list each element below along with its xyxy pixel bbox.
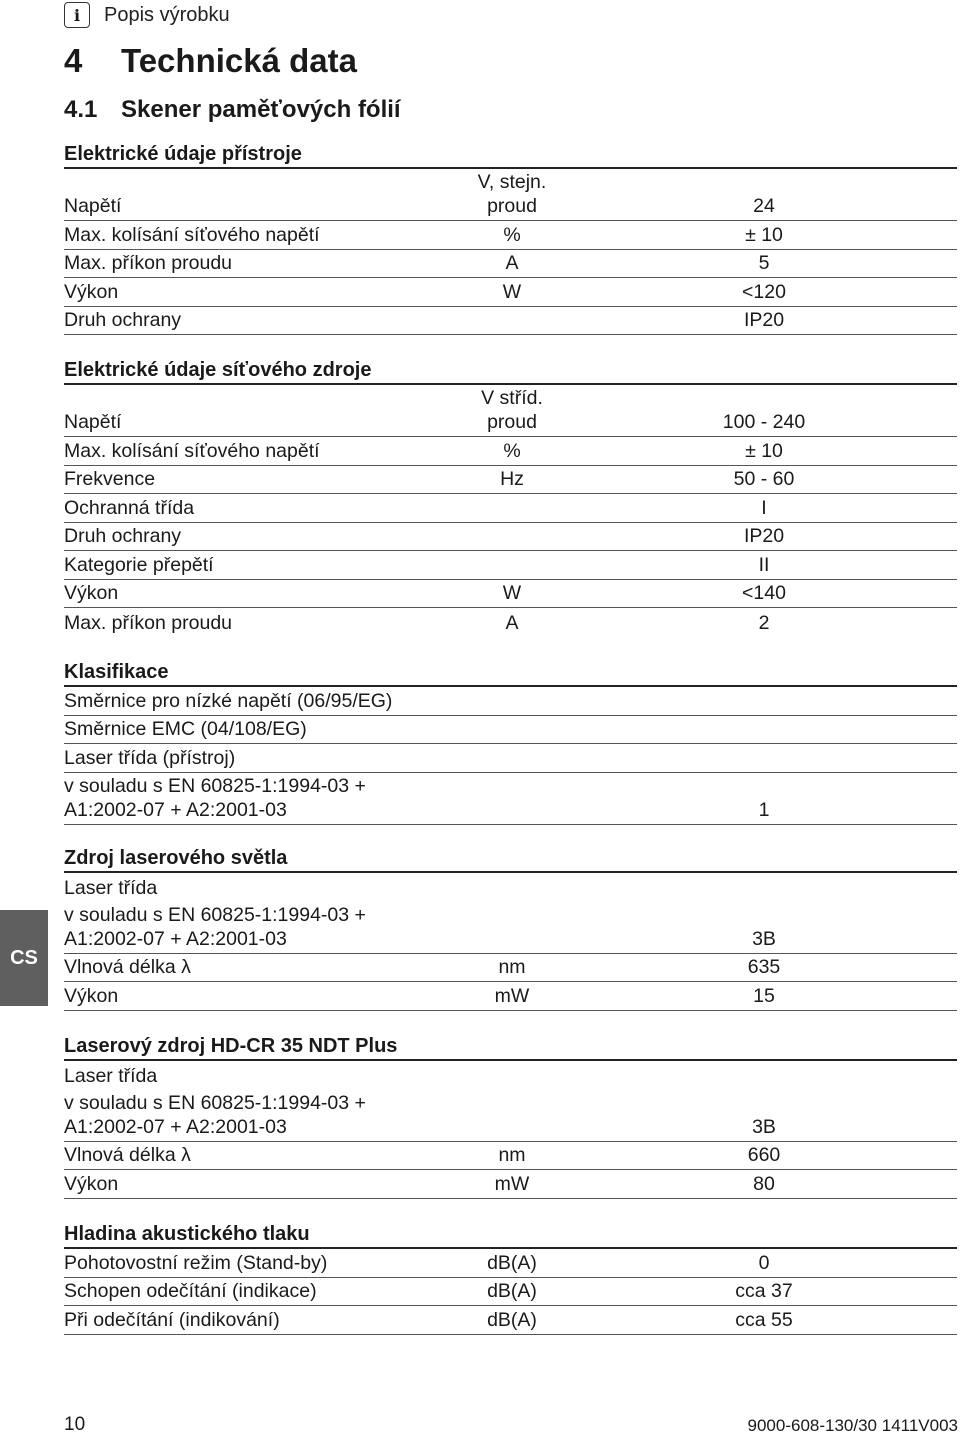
spec-table-laser-source [64,845,957,1011]
row-unit: mW [494,1172,530,1195]
table-title: Zdroj laserového světla [64,845,957,873]
row-unit: W [502,280,522,303]
row-unit: dB(A) [487,1251,537,1274]
spec-table-device-electrical [64,141,957,335]
table-row [64,580,957,609]
row-value: 635 [747,956,781,978]
row-unit: nm [498,956,526,978]
document-number: 9000-608-130/30 1411V003 [747,1416,958,1435]
row-value: 24 [753,195,775,217]
table-row [64,1061,957,1090]
page-header [64,0,230,30]
table-row [64,773,957,825]
row-label: Max. kolísání síťového napětí [64,439,320,462]
row-unit: V stříd. proud [481,387,543,433]
row-label: Pohotovostní režim (Stand-by) [64,1251,328,1274]
table-row [64,221,957,250]
row-value: IP20 [743,525,785,547]
table-row [64,437,957,466]
row-value: 15 [753,984,775,1007]
row-value: I [761,496,767,519]
table-row [64,1249,957,1278]
row-label: Druh ochrany [64,525,182,547]
chapter-heading [64,42,357,80]
table-row [64,902,957,954]
table-row [64,1170,957,1199]
row-unit: % [503,223,521,246]
table-row [64,466,957,495]
row-unit: A [505,252,519,274]
section-title: Skener paměťových fólií [121,96,401,123]
table-title: Laserový zdroj HD-CR 35 NDT Plus [64,1033,957,1061]
row-label: Výkon [64,984,119,1007]
row-unit: % [503,439,521,462]
table-row [64,278,957,307]
row-label: Laser třída [64,876,158,899]
row-unit: W [502,582,522,604]
row-unit: Hz [500,468,524,490]
row-label: Schopen odečítání (indikace) [64,1280,317,1302]
table-title: Elektrické údaje přístroje [64,141,957,169]
row-value: IP20 [743,309,785,331]
chapter-number: 4 [64,42,83,79]
row-unit: mW [494,984,530,1007]
info-icon: i [64,2,90,28]
table-row [64,250,957,279]
table-row [64,1142,957,1171]
row-label: Max. příkon proudu [64,611,233,634]
row-label: Výkon [64,1172,119,1195]
row-value: <140 [742,582,786,604]
table-row [64,307,957,336]
row-label: v souladu s EN 60825-1:1994-03 + A1:2002-07 + A2:2001-03 [64,903,366,950]
row-value: cca 55 [735,1308,793,1331]
table-title: Klasifikace [64,659,957,687]
table-row [64,385,957,437]
section-number: 4.1 [64,96,98,123]
spec-table-laser-hdcr [64,1033,957,1199]
row-unit: nm [498,1144,526,1166]
row-label: Ochranná třída [64,496,195,519]
spec-table-classification [64,659,957,825]
page-number: 10 [64,1414,86,1435]
row-label: Při odečítání (indikování) [64,1308,280,1331]
row-label: Napětí [64,411,122,433]
table-row [64,494,957,523]
row-label: Max. kolísání síťového napětí [64,223,320,246]
row-value: 3B [752,927,776,950]
row-value: <120 [742,280,786,303]
spec-table-power-supply [64,357,957,637]
table-row [64,954,957,983]
row-value: 5 [758,252,770,274]
row-label: Výkon [64,582,119,604]
row-label: Kategorie přepětí [64,553,214,576]
row-value: 3B [752,1115,776,1138]
table-title: Elektrické údaje síťového zdroje [64,357,957,385]
table-row [64,169,957,221]
row-unit: V, stejn. proud [477,171,547,217]
row-value: 100 - 240 [722,411,806,433]
row-unit: dB(A) [487,1280,537,1302]
table-title: Hladina akustického tlaku [64,1221,957,1249]
row-value: cca 37 [735,1280,793,1302]
row-label: v souladu s EN 60825-1:1994-03 + A1:2002-07 + A2:2001-03 [64,774,366,821]
row-label: Napětí [64,195,122,217]
language-tab: CS [0,910,48,1006]
row-value: 0 [758,1251,770,1274]
row-label: Směrnice pro nízké napětí (06/95/EG) [64,689,393,712]
table-row [64,687,957,716]
row-label: Vlnová délka λ [64,956,191,978]
spec-table-acoustic [64,1221,957,1335]
table-row [64,873,957,902]
row-value: 50 - 60 [733,468,795,490]
row-label: Laser třída [64,1064,158,1087]
row-value: II [758,553,770,576]
row-label: Vlnová délka λ [64,1144,191,1166]
table-row [64,982,957,1011]
row-value: 2 [758,611,770,634]
table-row [64,551,957,580]
table-row [64,1306,957,1335]
row-label: v souladu s EN 60825-1:1994-03 + A1:2002-07 + A2:2001-03 [64,1091,366,1138]
row-value: ± 10 [745,223,783,246]
row-label: Výkon [64,280,119,303]
table-row [64,523,957,552]
table-row [64,1278,957,1307]
header-text: Popis výrobku [104,3,230,26]
table-row [64,1090,957,1142]
row-label: Druh ochrany [64,309,182,331]
row-value: 660 [747,1144,781,1166]
row-label: Max. příkon proudu [64,252,233,274]
chapter-title: Technická data [121,42,357,79]
row-label: Laser třída (přístroj) [64,746,236,769]
row-unit: dB(A) [487,1308,537,1331]
table-row [64,716,957,745]
row-label: Frekvence [64,468,156,490]
row-value: 1 [758,798,770,821]
row-value: 80 [753,1172,775,1195]
table-row [64,744,957,773]
section-heading [64,96,401,124]
row-label: Směrnice EMC (04/108/EG) [64,718,307,740]
row-value: ± 10 [745,439,783,462]
table-row [64,608,957,637]
row-unit: A [505,611,519,634]
